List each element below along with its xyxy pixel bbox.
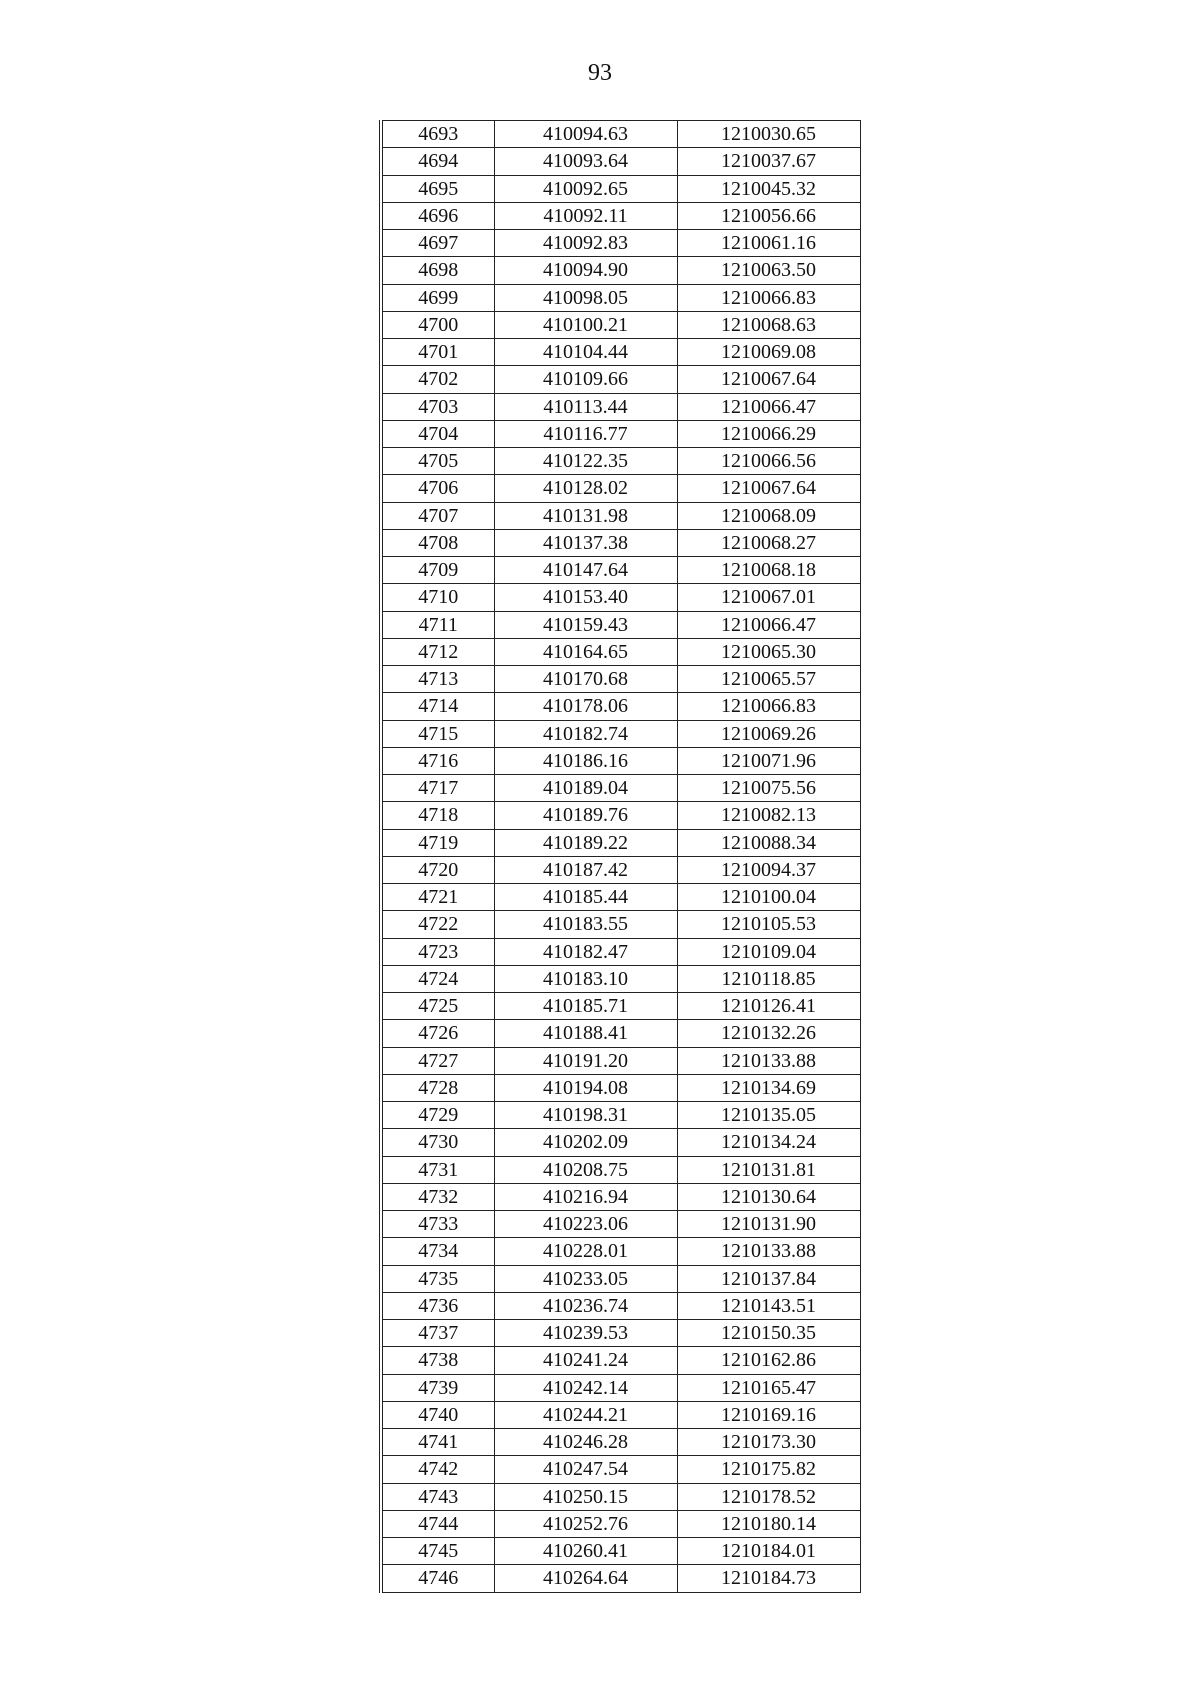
- y-coordinate-cell: 1210063.50: [677, 257, 860, 284]
- point-number-cell: 4730: [381, 1129, 494, 1156]
- x-coordinate-cell: 410208.75: [494, 1156, 677, 1183]
- point-number-cell: 4732: [381, 1183, 494, 1210]
- table-row: [381, 257, 860, 284]
- y-coordinate-cell: 1210143.51: [677, 1292, 860, 1319]
- point-number-cell: 4734: [381, 1238, 494, 1265]
- coordinate-table-body: [381, 121, 860, 1593]
- y-coordinate-cell: 1210184.01: [677, 1538, 860, 1565]
- x-coordinate-cell: 410216.94: [494, 1183, 677, 1210]
- y-coordinate-cell: 1210066.47: [677, 393, 860, 420]
- y-coordinate-cell: 1210094.37: [677, 856, 860, 883]
- table-row: [381, 202, 860, 229]
- table-row: [381, 557, 860, 584]
- point-number-cell: 4733: [381, 1211, 494, 1238]
- point-number-cell: 4739: [381, 1374, 494, 1401]
- point-number-cell: 4740: [381, 1401, 494, 1428]
- x-coordinate-cell: 410178.06: [494, 693, 677, 720]
- y-coordinate-cell: 1210135.05: [677, 1102, 860, 1129]
- x-coordinate-cell: 410182.74: [494, 720, 677, 747]
- y-coordinate-cell: 1210130.64: [677, 1183, 860, 1210]
- y-coordinate-cell: 1210169.16: [677, 1401, 860, 1428]
- y-coordinate-cell: 1210068.27: [677, 529, 860, 556]
- point-number-cell: 4719: [381, 829, 494, 856]
- point-number-cell: 4742: [381, 1456, 494, 1483]
- x-coordinate-cell: 410100.21: [494, 311, 677, 338]
- x-coordinate-cell: 410250.15: [494, 1483, 677, 1510]
- y-coordinate-cell: 1210056.66: [677, 202, 860, 229]
- table-row: [381, 175, 860, 202]
- x-coordinate-cell: 410183.10: [494, 965, 677, 992]
- table-row: [381, 1565, 860, 1592]
- x-coordinate-cell: 410228.01: [494, 1238, 677, 1265]
- table-row: [381, 856, 860, 883]
- point-number-cell: 4718: [381, 802, 494, 829]
- table-row: [381, 339, 860, 366]
- y-coordinate-cell: 1210131.90: [677, 1211, 860, 1238]
- point-number-cell: 4723: [381, 938, 494, 965]
- point-number-cell: 4697: [381, 230, 494, 257]
- table-row: [381, 993, 860, 1020]
- table-row: [381, 884, 860, 911]
- table-row: [381, 1401, 860, 1428]
- table-row: [381, 747, 860, 774]
- table-row: [381, 802, 860, 829]
- x-coordinate-cell: 410164.65: [494, 638, 677, 665]
- y-coordinate-cell: 1210131.81: [677, 1156, 860, 1183]
- table-row: [381, 1347, 860, 1374]
- table-row: [381, 1183, 860, 1210]
- x-coordinate-cell: 410109.66: [494, 366, 677, 393]
- y-coordinate-cell: 1210178.52: [677, 1483, 860, 1510]
- table-row: [381, 1374, 860, 1401]
- x-coordinate-cell: 410187.42: [494, 856, 677, 883]
- point-number-cell: 4722: [381, 911, 494, 938]
- x-coordinate-cell: 410233.05: [494, 1265, 677, 1292]
- point-number-cell: 4721: [381, 884, 494, 911]
- x-coordinate-cell: 410093.64: [494, 148, 677, 175]
- point-number-cell: 4708: [381, 529, 494, 556]
- y-coordinate-cell: 1210067.64: [677, 475, 860, 502]
- x-coordinate-cell: 410202.09: [494, 1129, 677, 1156]
- table-row: [381, 311, 860, 338]
- x-coordinate-cell: 410191.20: [494, 1047, 677, 1074]
- x-coordinate-cell: 410147.64: [494, 557, 677, 584]
- table-row: [381, 1483, 860, 1510]
- table-row: [381, 393, 860, 420]
- x-coordinate-cell: 410092.11: [494, 202, 677, 229]
- table-row: [381, 584, 860, 611]
- table-row: [381, 475, 860, 502]
- x-coordinate-cell: 410194.08: [494, 1074, 677, 1101]
- table-row: [381, 1456, 860, 1483]
- table-row: [381, 366, 860, 393]
- point-number-cell: 4703: [381, 393, 494, 420]
- table-row: [381, 938, 860, 965]
- table-row: [381, 965, 860, 992]
- x-coordinate-cell: 410186.16: [494, 747, 677, 774]
- x-coordinate-cell: 410189.22: [494, 829, 677, 856]
- x-coordinate-cell: 410122.35: [494, 448, 677, 475]
- x-coordinate-cell: 410198.31: [494, 1102, 677, 1129]
- table-row: [381, 420, 860, 447]
- y-coordinate-cell: 1210061.16: [677, 230, 860, 257]
- x-coordinate-cell: 410252.76: [494, 1510, 677, 1537]
- y-coordinate-cell: 1210134.69: [677, 1074, 860, 1101]
- point-number-cell: 4713: [381, 666, 494, 693]
- x-coordinate-cell: 410188.41: [494, 1020, 677, 1047]
- x-coordinate-cell: 410246.28: [494, 1429, 677, 1456]
- y-coordinate-cell: 1210068.09: [677, 502, 860, 529]
- y-coordinate-cell: 1210175.82: [677, 1456, 860, 1483]
- point-number-cell: 4709: [381, 557, 494, 584]
- point-number-cell: 4707: [381, 502, 494, 529]
- x-coordinate-cell: 410223.06: [494, 1211, 677, 1238]
- point-number-cell: 4714: [381, 693, 494, 720]
- table-row: [381, 529, 860, 556]
- point-number-cell: 4696: [381, 202, 494, 229]
- table-row: [381, 502, 860, 529]
- y-coordinate-cell: 1210066.83: [677, 284, 860, 311]
- y-coordinate-cell: 1210082.13: [677, 802, 860, 829]
- point-number-cell: 4712: [381, 638, 494, 665]
- table-row: [381, 1129, 860, 1156]
- table-row: [381, 720, 860, 747]
- point-number-cell: 4744: [381, 1510, 494, 1537]
- y-coordinate-cell: 1210065.57: [677, 666, 860, 693]
- y-coordinate-cell: 1210067.01: [677, 584, 860, 611]
- y-coordinate-cell: 1210150.35: [677, 1320, 860, 1347]
- table-row: [381, 775, 860, 802]
- point-number-cell: 4693: [381, 121, 494, 148]
- x-coordinate-cell: 410185.71: [494, 993, 677, 1020]
- point-number-cell: 4705: [381, 448, 494, 475]
- y-coordinate-cell: 1210068.18: [677, 557, 860, 584]
- y-coordinate-cell: 1210126.41: [677, 993, 860, 1020]
- table-row: [381, 693, 860, 720]
- y-coordinate-cell: 1210065.30: [677, 638, 860, 665]
- x-coordinate-cell: 410242.14: [494, 1374, 677, 1401]
- y-coordinate-cell: 1210134.24: [677, 1129, 860, 1156]
- y-coordinate-cell: 1210037.67: [677, 148, 860, 175]
- y-coordinate-cell: 1210133.88: [677, 1238, 860, 1265]
- point-number-cell: 4736: [381, 1292, 494, 1319]
- x-coordinate-cell: 410170.68: [494, 666, 677, 693]
- point-number-cell: 4745: [381, 1538, 494, 1565]
- point-number-cell: 4720: [381, 856, 494, 883]
- point-number-cell: 4716: [381, 747, 494, 774]
- y-coordinate-cell: 1210118.85: [677, 965, 860, 992]
- point-number-cell: 4729: [381, 1102, 494, 1129]
- x-coordinate-cell: 410131.98: [494, 502, 677, 529]
- x-coordinate-cell: 410128.02: [494, 475, 677, 502]
- y-coordinate-cell: 1210162.86: [677, 1347, 860, 1374]
- x-coordinate-cell: 410260.41: [494, 1538, 677, 1565]
- x-coordinate-cell: 410183.55: [494, 911, 677, 938]
- table-row: [381, 1102, 860, 1129]
- table-row: [381, 1510, 860, 1537]
- point-number-cell: 4702: [381, 366, 494, 393]
- point-number-cell: 4694: [381, 148, 494, 175]
- table-row: [381, 1265, 860, 1292]
- point-number-cell: 4698: [381, 257, 494, 284]
- point-number-cell: 4717: [381, 775, 494, 802]
- point-number-cell: 4738: [381, 1347, 494, 1374]
- x-coordinate-cell: 410189.04: [494, 775, 677, 802]
- point-number-cell: 4737: [381, 1320, 494, 1347]
- point-number-cell: 4701: [381, 339, 494, 366]
- table-row: [381, 1538, 860, 1565]
- table-row: [381, 448, 860, 475]
- y-coordinate-cell: 1210071.96: [677, 747, 860, 774]
- table-row: [381, 666, 860, 693]
- y-coordinate-cell: 1210184.73: [677, 1565, 860, 1592]
- table-row: [381, 230, 860, 257]
- table-row: [381, 148, 860, 175]
- y-coordinate-cell: 1210165.47: [677, 1374, 860, 1401]
- x-coordinate-cell: 410098.05: [494, 284, 677, 311]
- table-row: [381, 1292, 860, 1319]
- x-coordinate-cell: 410239.53: [494, 1320, 677, 1347]
- x-coordinate-cell: 410236.74: [494, 1292, 677, 1319]
- point-number-cell: 4699: [381, 284, 494, 311]
- point-number-cell: 4746: [381, 1565, 494, 1592]
- y-coordinate-cell: 1210066.29: [677, 420, 860, 447]
- table-row: [381, 638, 860, 665]
- point-number-cell: 4726: [381, 1020, 494, 1047]
- x-coordinate-cell: 410094.90: [494, 257, 677, 284]
- x-coordinate-cell: 410264.64: [494, 1565, 677, 1592]
- point-number-cell: 4728: [381, 1074, 494, 1101]
- x-coordinate-cell: 410182.47: [494, 938, 677, 965]
- x-coordinate-cell: 410104.44: [494, 339, 677, 366]
- point-number-cell: 4725: [381, 993, 494, 1020]
- y-coordinate-cell: 1210075.56: [677, 775, 860, 802]
- x-coordinate-cell: 410092.83: [494, 230, 677, 257]
- y-coordinate-cell: 1210069.08: [677, 339, 860, 366]
- x-coordinate-cell: 410116.77: [494, 420, 677, 447]
- point-number-cell: 4743: [381, 1483, 494, 1510]
- point-number-cell: 4710: [381, 584, 494, 611]
- y-coordinate-cell: 1210173.30: [677, 1429, 860, 1456]
- table-row: [381, 829, 860, 856]
- y-coordinate-cell: 1210068.63: [677, 311, 860, 338]
- point-number-cell: 4715: [381, 720, 494, 747]
- table-row: [381, 121, 860, 148]
- point-number-cell: 4731: [381, 1156, 494, 1183]
- table-row: [381, 1429, 860, 1456]
- x-coordinate-cell: 410153.40: [494, 584, 677, 611]
- y-coordinate-cell: 1210109.04: [677, 938, 860, 965]
- y-coordinate-cell: 1210067.64: [677, 366, 860, 393]
- y-coordinate-cell: 1210045.32: [677, 175, 860, 202]
- page-number: 93: [588, 60, 612, 86]
- x-coordinate-cell: 410241.24: [494, 1347, 677, 1374]
- table-row: [381, 1047, 860, 1074]
- point-number-cell: 4700: [381, 311, 494, 338]
- table-row: [381, 1020, 860, 1047]
- table-row: [381, 1320, 860, 1347]
- point-number-cell: 4741: [381, 1429, 494, 1456]
- point-number-cell: 4706: [381, 475, 494, 502]
- y-coordinate-cell: 1210100.04: [677, 884, 860, 911]
- y-coordinate-cell: 1210066.47: [677, 611, 860, 638]
- table-row: [381, 1074, 860, 1101]
- y-coordinate-cell: 1210180.14: [677, 1510, 860, 1537]
- x-coordinate-cell: 410244.21: [494, 1401, 677, 1428]
- y-coordinate-cell: 1210088.34: [677, 829, 860, 856]
- point-number-cell: 4727: [381, 1047, 494, 1074]
- x-coordinate-cell: 410094.63: [494, 121, 677, 148]
- x-coordinate-cell: 410247.54: [494, 1456, 677, 1483]
- point-number-cell: 4724: [381, 965, 494, 992]
- y-coordinate-cell: 1210133.88: [677, 1047, 860, 1074]
- table-row: [381, 911, 860, 938]
- y-coordinate-cell: 1210137.84: [677, 1265, 860, 1292]
- point-number-cell: 4704: [381, 420, 494, 447]
- table-row: [381, 611, 860, 638]
- table-row: [381, 1238, 860, 1265]
- x-coordinate-cell: 410092.65: [494, 175, 677, 202]
- x-coordinate-cell: 410137.38: [494, 529, 677, 556]
- y-coordinate-cell: 1210069.26: [677, 720, 860, 747]
- y-coordinate-cell: 1210066.56: [677, 448, 860, 475]
- point-number-cell: 4711: [381, 611, 494, 638]
- x-coordinate-cell: 410113.44: [494, 393, 677, 420]
- table-row: [381, 1156, 860, 1183]
- table-row: [381, 1211, 860, 1238]
- point-number-cell: 4695: [381, 175, 494, 202]
- y-coordinate-cell: 1210105.53: [677, 911, 860, 938]
- y-coordinate-cell: 1210030.65: [677, 121, 860, 148]
- coordinate-table: [379, 120, 861, 1593]
- x-coordinate-cell: 410185.44: [494, 884, 677, 911]
- y-coordinate-cell: 1210066.83: [677, 693, 860, 720]
- point-number-cell: 4735: [381, 1265, 494, 1292]
- y-coordinate-cell: 1210132.26: [677, 1020, 860, 1047]
- table-row: [381, 284, 860, 311]
- x-coordinate-cell: 410159.43: [494, 611, 677, 638]
- x-coordinate-cell: 410189.76: [494, 802, 677, 829]
